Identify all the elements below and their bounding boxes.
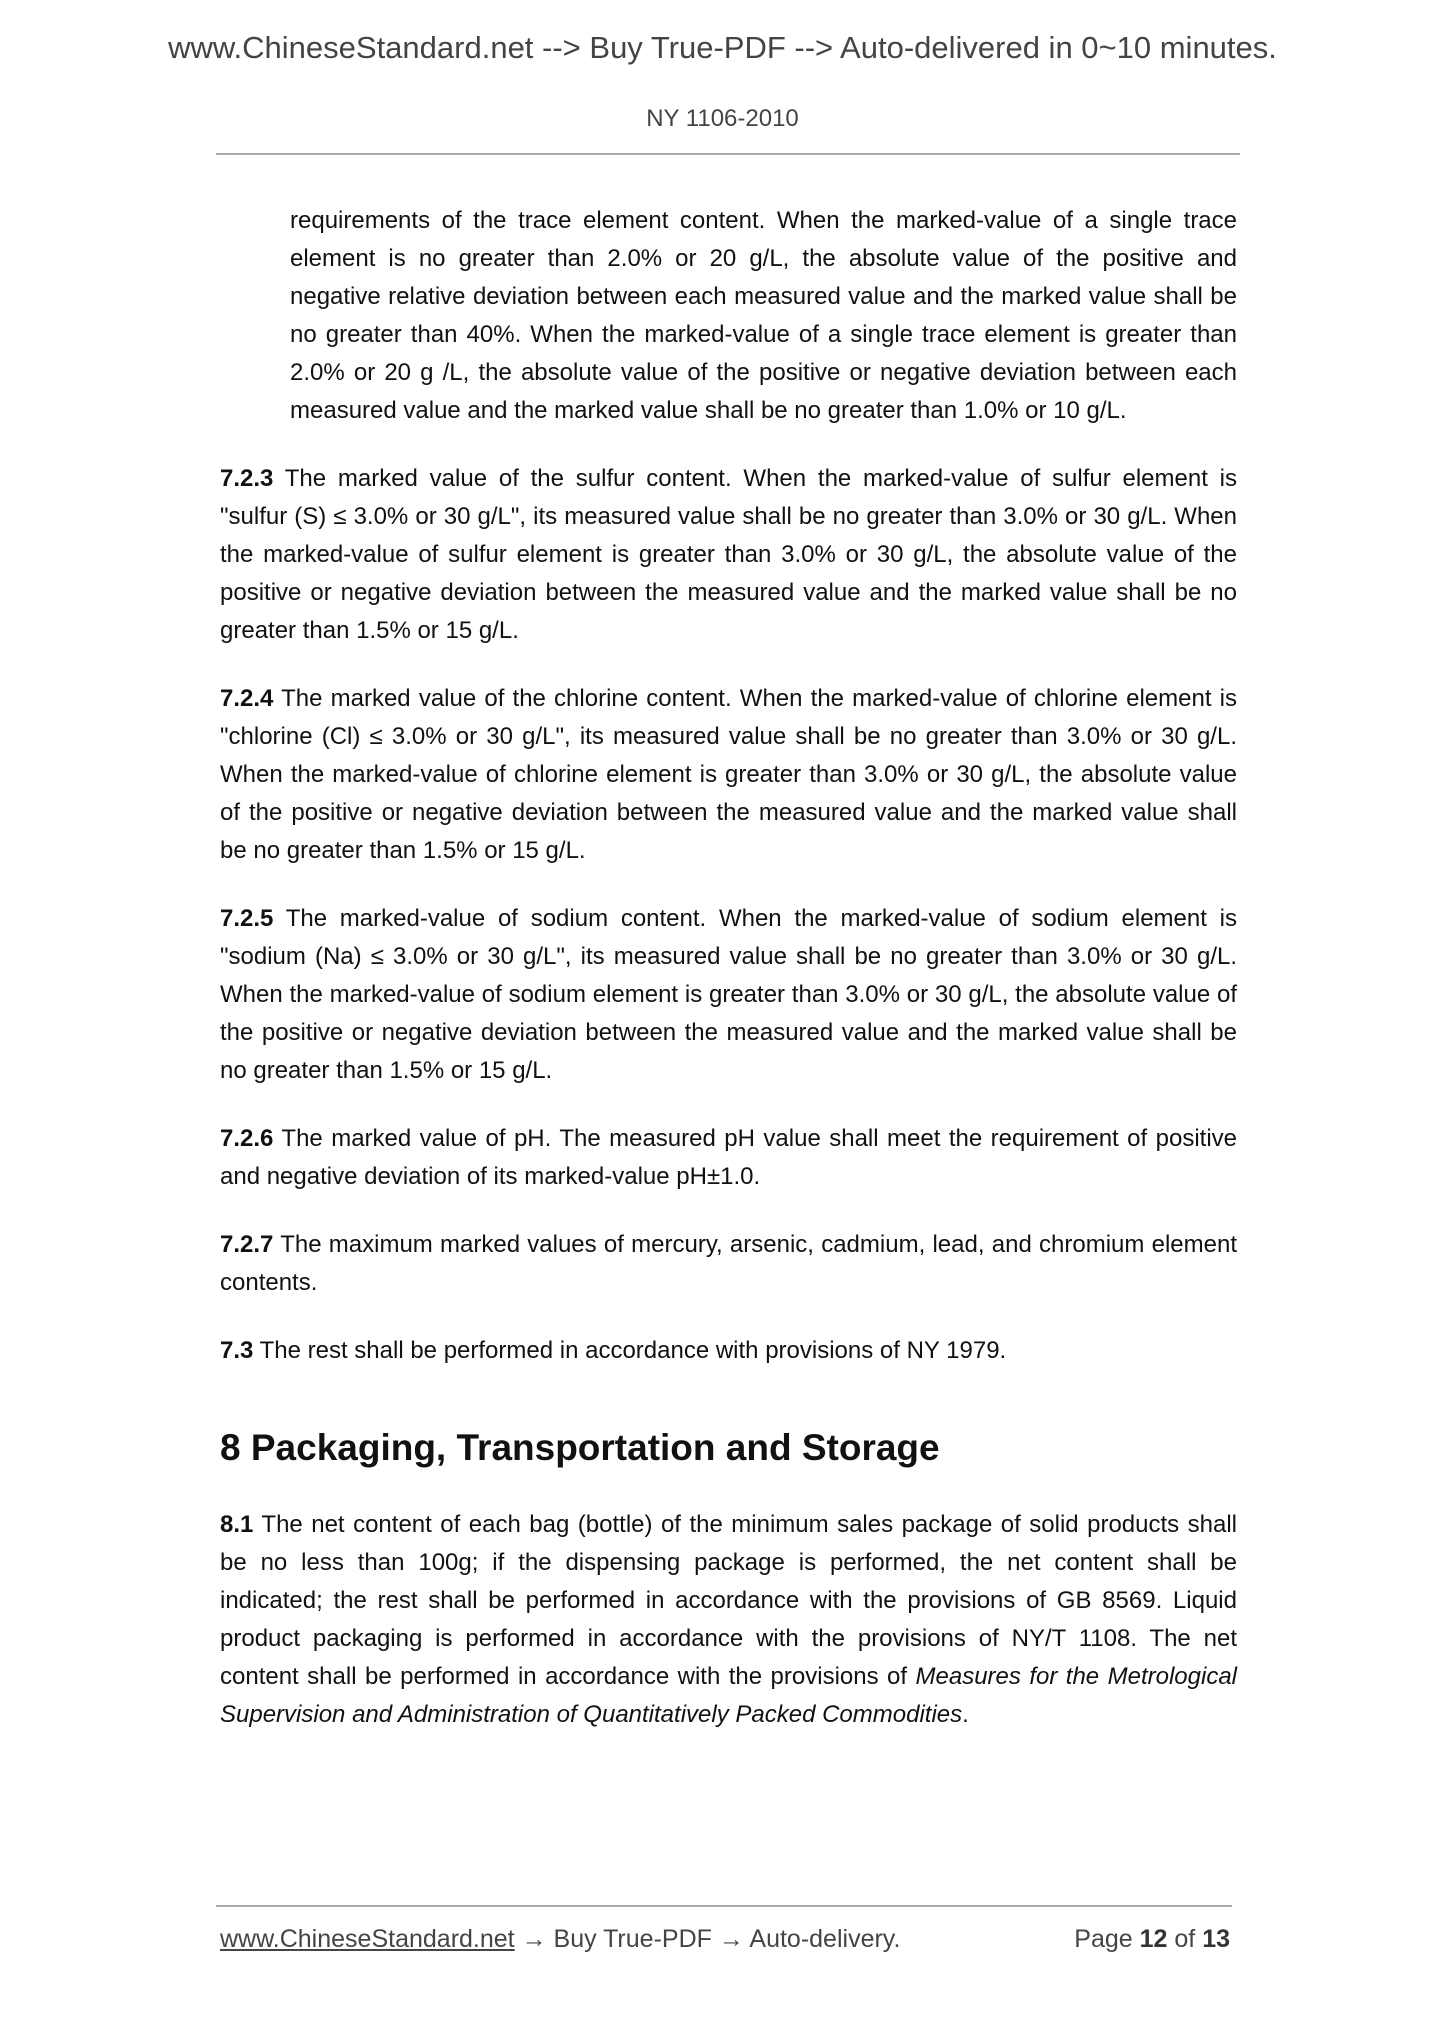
- header-banner: www.ChineseStandard.net --> Buy True-PDF --> Auto-delivered in 0~10 minutes.: [168, 30, 1277, 65]
- clause-text: The marked value of the chlorine content. When the marked-value of chlorine element is "chlorine (Cl) ≤ 3.0% or 30 g/L", its measured value shall be no greater than 3.0% or 30 g/L. When the marked-value of chlorine element is greater than 3.0% or 30 g/L, the absolute value of the positive or negative deviation between the measured value and the marked value shall be no greater than 1.5% or 15 g/L.: [220, 685, 1237, 864]
- clause-text: The marked value of the sulfur content. When the marked-value of sulfur element is "sulfur (S) ≤ 3.0% or 30 g/L", its measured value shall be no greater than 3.0% or 30 g/L. When the marked-value of sulfur element is greater than 3.0% or 30 g/L, the absolute value of the positive or negative deviation between the measured value and the marked value shall be no greater than 1.5% or 15 g/L.: [220, 465, 1237, 644]
- clause-7-2-6: [220, 1120, 1237, 1196]
- clause-7-2-7: [220, 1226, 1237, 1302]
- clause-text: The rest shall be performed in accordance with provisions of NY 1979.: [253, 1337, 1007, 1364]
- clause-number: 7.2.6: [220, 1125, 274, 1152]
- clause-number: 8.1: [220, 1511, 254, 1538]
- section-heading: 8 Packaging, Transportation and Storage: [220, 1427, 940, 1468]
- page-label: Page: [1074, 1925, 1140, 1953]
- clause-text: The marked value of pH. The measured pH value shall meet the requirement of positive and negative deviation of its marked-value pH±1.0.: [220, 1125, 1237, 1190]
- header-divider: [216, 153, 1240, 155]
- continued-paragraph: requirements of the trace element content. When the marked-value of a single trace element is no greater than 2.0% or 20 g/L, the absolute value of the positive and negative relative deviation between each measured value and the marked value shall be no greater than 40%. When the marked-value of a single trace element is greater than 2.0% or 20 g /L, the absolute value of the positive or negative deviation between each measured value and the marked value shall be no greater than 1.0% or 10 g/L.: [290, 207, 1237, 424]
- page-footer: [220, 1925, 1230, 1954]
- clause-7-2-5: [220, 900, 1237, 1090]
- clause-number: 7.2.4: [220, 685, 274, 712]
- footer-tagline: → Buy True-PDF → Auto-delivery.: [514, 1925, 901, 1953]
- clause-7-2-4: [220, 680, 1237, 870]
- clause-8-1: [220, 1506, 1237, 1734]
- clause-text: The net content of each bag (bottle) of the minimum sales package of solid products shall be no less than 100g; if the dispensing package is performed, the net content shall be indicated; the rest shall be performed in accordance with the provisions of GB 8569. Liquid product packaging is performed in accordance with the provisions of NY/T 1108. The net content shall be performed in accordance with the provisions of: [220, 1511, 1237, 1690]
- clause-number: 7.2.5: [220, 905, 274, 932]
- clause-text: The marked-value of sodium content. When the marked-value of sodium element is "sodium (Na) ≤ 3.0% or 30 g/L", its measured value shall be no greater than 3.0% or 30 g/L. When the marked-value of sodium element is greater than 3.0% or 30 g/L, the absolute value of the positive or negative deviation between the measured value and the marked value shall be no greater than 1.5% or 15 g/L.: [220, 905, 1237, 1084]
- page-of: of: [1167, 1925, 1203, 1953]
- footer-left: [220, 1925, 900, 1954]
- clause-number: 7.2.7: [220, 1231, 274, 1258]
- clause-7-2-3: [220, 460, 1237, 650]
- footer-site-link[interactable]: www.ChineseStandard.net: [220, 1925, 515, 1953]
- clause-text: The maximum marked values of mercury, arsenic, cadmium, lead, and chromium element contents.: [220, 1231, 1237, 1296]
- clause-number: 7.3: [220, 1337, 254, 1364]
- document-body: [220, 202, 1237, 1764]
- clause-end: .: [962, 1701, 969, 1728]
- cited-document-title: Measures for the Metrological Supervision and Administration of Quantitatively Packed Commodities: [220, 1663, 1237, 1728]
- standard-code: NY 1106-2010: [646, 105, 799, 132]
- page-total: 13: [1202, 1925, 1230, 1953]
- footer-divider: [216, 1905, 1232, 1907]
- clause-7-3: [220, 1332, 1237, 1370]
- page-current: 12: [1139, 1925, 1168, 1953]
- clause-number: 7.2.3: [220, 465, 274, 492]
- page-number: [1074, 1925, 1230, 1954]
